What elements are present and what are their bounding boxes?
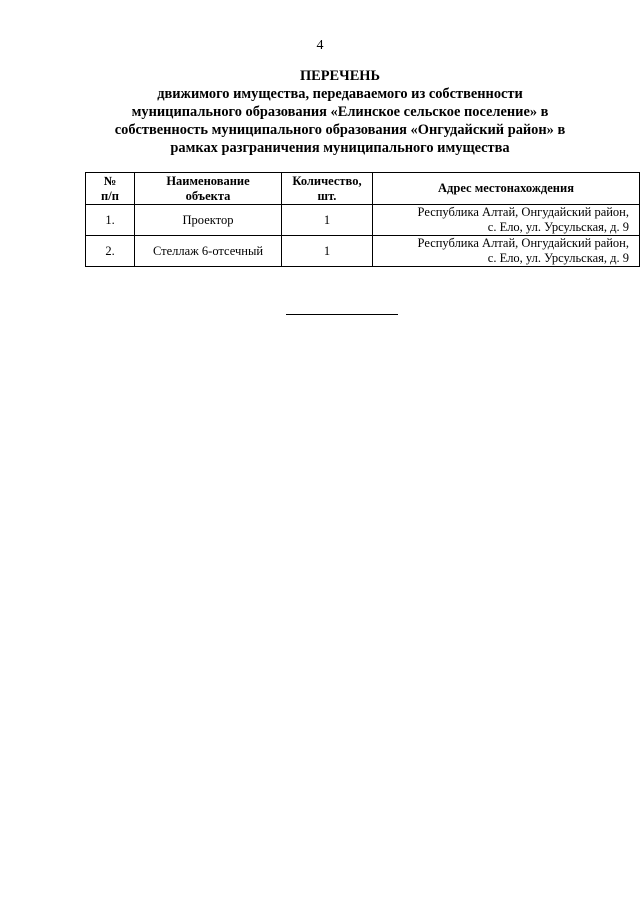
header-qty	[282, 173, 373, 205]
cell-name: Стеллаж 6-отсечный	[135, 236, 282, 267]
title-line: муниципального образования «Елинское сельское поселение» в	[131, 104, 549, 120]
cell-qty: 1	[282, 236, 373, 267]
header-num-line: №	[103, 173, 117, 188]
property-list-table	[85, 172, 640, 267]
cell-qty: 1	[282, 205, 373, 236]
header-qty-line: шт.	[317, 188, 337, 203]
header-name-line: объекта	[185, 188, 231, 203]
document-title	[60, 67, 620, 157]
header-num-line: п/п	[101, 188, 119, 203]
header-addr-line: Адрес местонахождения	[438, 181, 574, 195]
title-line: рамках разграничения муниципального имущества	[170, 140, 510, 156]
header-name	[135, 173, 282, 205]
cell-name: Проектор	[135, 205, 282, 236]
cell-addr-line: с. Ело, ул. Урсульская, д. 9	[487, 220, 629, 234]
cell-addr	[373, 236, 640, 267]
header-num	[86, 173, 135, 205]
header-name-line: Наименование	[166, 173, 250, 188]
cell-addr	[373, 205, 640, 236]
title-heading: ПЕРЕЧЕНЬ	[299, 68, 381, 84]
header-addr	[373, 173, 640, 205]
page-number: 4	[316, 38, 324, 53]
cell-addr-line: с. Ело, ул. Урсульская, д. 9	[487, 251, 629, 265]
cell-num: 1.	[86, 205, 135, 236]
cell-addr-line: Республика Алтай, Онгудайский район,	[417, 205, 629, 219]
table-row	[86, 205, 640, 236]
table-header-row	[86, 173, 640, 205]
title-line: собственность муниципального образования «Онгудайский район» в	[114, 122, 566, 138]
cell-addr-line: Республика Алтай, Онгудайский район,	[417, 236, 629, 250]
table-row	[86, 236, 640, 267]
cell-num: 2.	[86, 236, 135, 267]
header-qty-line: Количество,	[292, 173, 362, 188]
end-divider	[286, 314, 398, 315]
title-line: движимого имущества, передаваемого из собственности	[157, 86, 523, 102]
